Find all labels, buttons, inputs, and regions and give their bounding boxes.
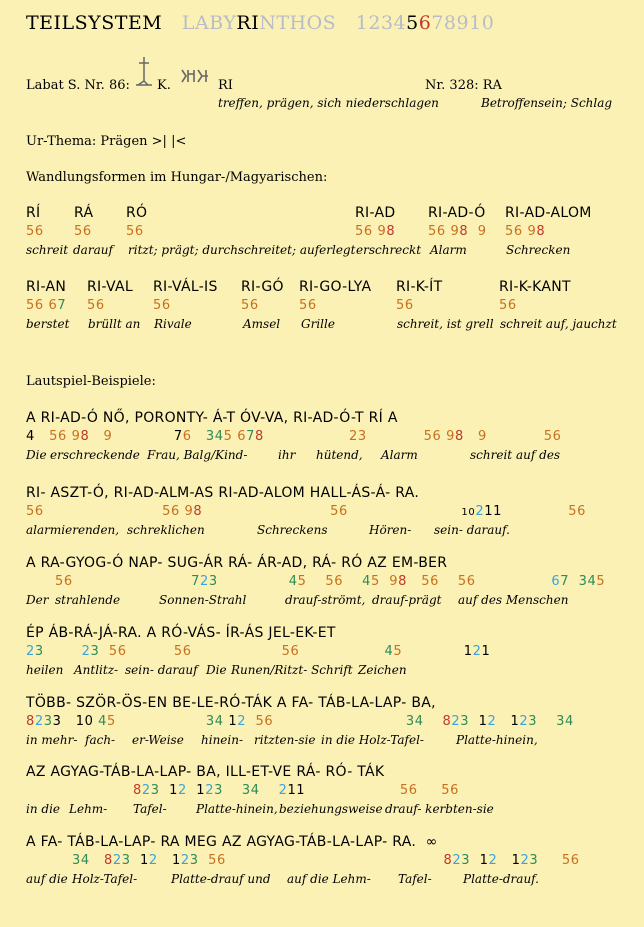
ex7-gloss-4: Tafel- (398, 872, 432, 886)
ex5-gloss-3: hinein- (201, 733, 244, 747)
ex1-nums: 4 56 98 9 76 345 678 23 56 98 9 56 (26, 429, 562, 444)
ex5-gloss-0: in mehr- (26, 733, 78, 747)
labat-gloss-ri: treffen, prägen, sich niederschlagen (218, 96, 439, 110)
ex6-gloss-2: Tafel- (133, 802, 167, 816)
ex1-gloss-4: hütend, (316, 448, 363, 462)
ex2-words: RI- ASZT-Ó, RI-AD-ALM-AS RI-AD-ALOM HALL-ÁS-Á- RA. (26, 485, 420, 501)
ex6-nums: 823 12 123 34 211 56 56 (133, 783, 459, 798)
block1-nums-ro: 56 (126, 224, 144, 239)
block2-word-6: RI-K-KANT (499, 279, 571, 295)
ex1-gloss-5: Alarm (381, 448, 418, 462)
block2-nums-rikkant: 56 (499, 298, 517, 313)
ex2-nums: 56 56 98 56 10211 56 (26, 504, 586, 519)
title-number-5: 5 (406, 12, 419, 34)
ex7-nums: 34 823 12 123 56 823 12 123 56 (72, 853, 580, 868)
block1-nums: 56 (26, 224, 44, 239)
labat-ri: RI (218, 78, 233, 93)
ex1-gloss-2: Frau, Balg/Kind- (147, 448, 248, 462)
ex6-gloss-5: drauf- kerbten-sie (385, 802, 494, 816)
ex7-gloss-5: Platte-drauf. (463, 872, 539, 886)
title-nthos: NTHOS (259, 12, 337, 34)
infinity-icon: ∞ (425, 834, 438, 850)
block2-gloss-4: Grille (301, 317, 335, 331)
ex5-gloss-1: fach- (85, 733, 116, 747)
block1-word-5: RI-AD-ALOM (505, 205, 592, 221)
ex5-gloss-6: Platte-hinein, (456, 733, 538, 747)
ex3-words: A RA-GYOG-Ó NAP- SUG-ÁR RÁ- ÁR-AD, RÁ- RÓ AZ EM-BER (26, 555, 448, 571)
ex5-gloss-2: er-Weise (132, 733, 184, 747)
title-numbers-1234: 1234 (355, 12, 407, 34)
block2-nums-rivalis: 56 (153, 298, 171, 313)
cuneiform-ri-sign-icon (134, 55, 154, 89)
cuneiform-ra-sign-icon (180, 66, 210, 86)
title-number-6: 6 (418, 12, 432, 34)
block1-gloss-4: Alarm (430, 243, 467, 257)
ex4-gloss-5: Zeichen (358, 663, 407, 677)
labat-nr: Nr. 328: RA (425, 78, 502, 93)
ex5-words: TÖBB- SZÖR-ÖS-EN BE-LE-RÓ-TÁK A FA- TÁB-LA-LAP- BA, (26, 695, 436, 711)
block1-nums-riado: 56 98 9 (428, 224, 487, 239)
ex2-gloss-1: schreklichen (127, 523, 205, 537)
block1-word-4: RI-AD-Ó (428, 205, 486, 221)
block1-gloss-5: Schrecken (506, 243, 571, 257)
block2-word-3: RI-GÓ (241, 279, 284, 295)
ex3-nums: 56 723 45 56 45 98 56 56 67 345 (55, 574, 606, 589)
ex3-gloss-2: Sonnen-Strahl (159, 593, 247, 607)
title-ri: RI (236, 12, 260, 34)
title-numbers-78910: 78910 (431, 12, 495, 34)
ex7-gloss-0: auf die (26, 872, 68, 886)
ex4-gloss-3: Die (206, 663, 227, 677)
block2-nums-rikit: 56 (396, 298, 414, 313)
ex3-gloss-5: auf des Menschen (458, 593, 569, 607)
block1-word-1: RÁ (74, 205, 94, 221)
block2-word-2: RI-VÁL-IS (153, 279, 218, 295)
ex3-gloss-0: Der (26, 593, 49, 607)
ex5-gloss-4: ritzten-sie (254, 733, 316, 747)
block1-word-0: RÍ (26, 205, 41, 221)
block2-word-4: RI-GO-LYA (299, 279, 372, 295)
block1-gloss-3: erschreckt (356, 243, 422, 257)
block2-nums-rigo: 56 (241, 298, 259, 313)
lautspiel-heading: Lautspiel-Beispiele: (26, 374, 156, 389)
block2-gloss-6: schreit auf, jauchzt (500, 317, 617, 331)
block2-gloss-2: Rivale (154, 317, 192, 331)
ex2-gloss-3: Hören- (369, 523, 412, 537)
block1-word-2: RÓ (126, 205, 148, 221)
block1-nums-riadalom: 56 98 (505, 224, 546, 239)
ex4-nums: 23 23 56 56 56 45 121 (26, 644, 491, 659)
ex7-gloss-1: Holz-Tafel- (72, 872, 138, 886)
block1-nums-ra: 56 (74, 224, 92, 239)
ex5-nums: 8233 10 45 34 12 56 34 823 12 123 34 (26, 714, 574, 729)
block1-gloss-0: schreit (26, 243, 69, 257)
ex6-words: AZ AGYAG-TÁB-LA-LAP- BA, ILL-ET-VE RÁ- RÓ- TÁK (26, 764, 385, 780)
ex7-words-text: A FA- TÁB-LA-LAP- RA MEG AZ AGYAG-TÁB-LA-LAP- RA. (26, 834, 417, 850)
ex6-gloss-0: in die (26, 802, 61, 816)
page-title (26, 12, 494, 34)
ex4-gloss-4: Runen/Ritzt- Schrift (231, 663, 353, 677)
ex1-gloss-6: schreit (470, 448, 513, 462)
block2-nums-rival: 56 (87, 298, 105, 313)
ex3-gloss-1: strahlende (55, 593, 121, 607)
ex6-gloss-3: Platte-hinein, (196, 802, 278, 816)
ex1-gloss-1: erschreckende (50, 448, 140, 462)
ex1-gloss-0: Die (26, 448, 47, 462)
ex3-gloss-4: drauf-prägt (372, 593, 442, 607)
block1-nums-riad: 56 98 (355, 224, 396, 239)
title-laby: LABY (181, 12, 237, 34)
ex4-gloss-1: Antlitz- (74, 663, 119, 677)
ex1-gloss-3: ihr (278, 448, 296, 462)
ex3-gloss-3: drauf-strömt, (285, 593, 366, 607)
block2-word-5: RI-K-ÍT (396, 279, 443, 295)
wandlung-heading: Wandlungsformen im Hungar-/Magyarischen: (26, 170, 328, 185)
labat-prefix: Labat S. Nr. 86: (26, 78, 130, 93)
block2-word-0: RI-AN (26, 279, 67, 295)
ex2-gloss-4: sein- darauf. (434, 523, 510, 537)
ex4-gloss-2: sein- darauf (125, 663, 198, 677)
ur-thema: Ur-Thema: Prägen >| |< (26, 134, 187, 149)
ex7-words (26, 834, 438, 850)
ex2-gloss-2: Schreckens (257, 523, 328, 537)
block2-gloss-1: brüllt an (88, 317, 141, 331)
block1-word-3: RI-AD (355, 205, 396, 221)
ex2-gloss-0: alarmierenden, (26, 523, 120, 537)
ex1-words: A RI-AD-Ó NŐ, PORONTY- Á-T ÓV-VA, RI-AD-Ó-T RÍ A (26, 410, 398, 426)
block2-nums-rian: 56 67 (26, 298, 67, 313)
labat-gloss-ra: Betroffensein; Schlag (481, 96, 613, 110)
title-main: TEILSYSTEM (26, 12, 163, 34)
labat-k: K. (157, 78, 171, 93)
block2-nums-rigolya: 56 (299, 298, 317, 313)
ex7-gloss-2: Platte-drauf und (171, 872, 271, 886)
ex1-gloss-7: auf des (516, 448, 561, 462)
block1-gloss-2: ritzt; prägt; durchschreitet; auferlegt (128, 243, 356, 257)
block1-gloss-1: darauf (73, 243, 113, 257)
block2-word-1: RI-VAL (87, 279, 133, 295)
ex4-gloss-0: heilen (26, 663, 64, 677)
ex6-gloss-1: Lehm- (69, 802, 108, 816)
ex6-gloss-4: beziehungsweise (279, 802, 383, 816)
ex5-gloss-5: in die Holz-Tafel- (321, 733, 424, 747)
block2-gloss-3: Amsel (243, 317, 281, 331)
ex4-words: ÉP ÁB-RÁ-JÁ-RA. A RÓ-VÁS- ÍR-ÁS JEL-EK-ET (26, 625, 336, 641)
block2-gloss-0: berstet (26, 317, 70, 331)
ex7-gloss-3: auf die Lehm- (287, 872, 371, 886)
block2-gloss-5: schreit, ist grell (397, 317, 494, 331)
